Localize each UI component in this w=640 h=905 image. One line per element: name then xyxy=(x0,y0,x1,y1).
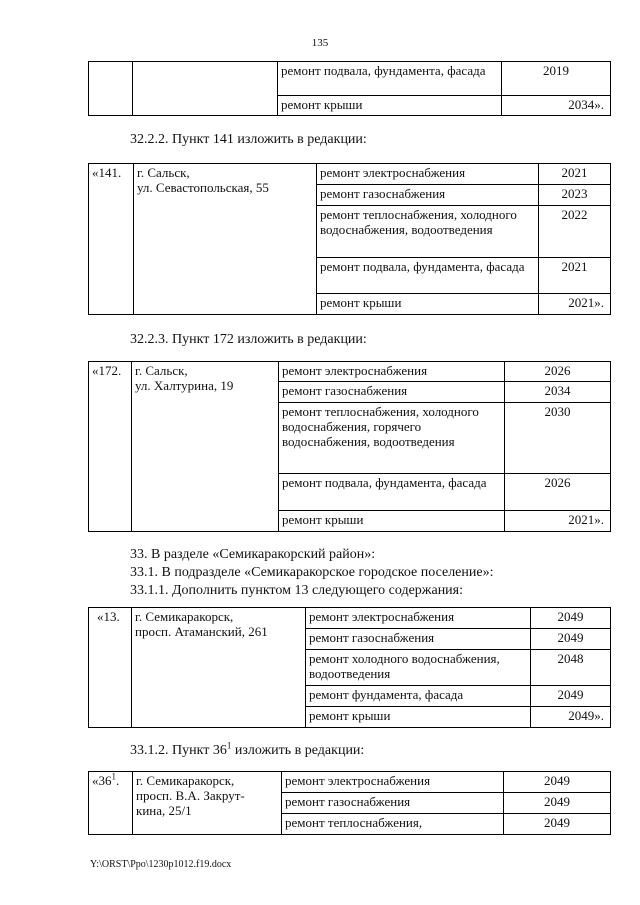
year-cell: 2022 xyxy=(539,206,611,258)
num-cell xyxy=(89,62,133,116)
work-cell: ремонт газоснабжения xyxy=(317,185,539,206)
year-cell: 2049 xyxy=(531,686,611,707)
paragraph-text: изложить в редакции: xyxy=(231,743,365,758)
address-line: просп. В.А. Закрут- xyxy=(136,788,245,803)
paragraph: 33.1. В подразделе «Семикаракорское городское поселение»: xyxy=(130,565,494,580)
year-cell: 2030 xyxy=(505,403,611,474)
paragraph: 32.2.3. Пункт 172 изложить в редакции: xyxy=(130,332,367,347)
work-cell: ремонт подвала, фундамента, фасада xyxy=(317,258,539,294)
table-row xyxy=(89,62,611,96)
year-cell: 2021 xyxy=(539,164,611,185)
work-cell: ремонт фундамента, фасада xyxy=(306,686,531,707)
work-cell: ремонт крыши xyxy=(317,294,539,315)
page-number: 135 xyxy=(311,37,329,49)
table-continuation xyxy=(88,61,611,116)
address-line: г. Сальск, xyxy=(135,363,188,378)
table-row xyxy=(89,772,611,793)
year-cell: 2048 xyxy=(531,650,611,686)
work-cell: ремонт электроснабжения xyxy=(306,608,531,629)
address-line: г. Семикаракорск, xyxy=(135,609,234,624)
year-cell: 2034 xyxy=(505,382,611,403)
address-cell xyxy=(133,772,282,835)
table-item-36-1 xyxy=(88,771,611,835)
table-item-141 xyxy=(88,163,611,315)
superscript: 1 xyxy=(111,771,116,782)
table-row xyxy=(89,164,611,185)
year-cell: 2049 xyxy=(531,608,611,629)
year-cell: 2034». xyxy=(502,96,611,116)
address-cell xyxy=(133,62,278,116)
item-number: «141. xyxy=(89,164,134,315)
year-cell: 2019 xyxy=(502,62,611,96)
paragraph: 33.1.1. Дополнить пунктом 13 следующего содержания: xyxy=(130,583,464,598)
year-cell: 2023 xyxy=(539,185,611,206)
table-item-172 xyxy=(88,361,611,532)
year-cell: 2049». xyxy=(531,707,611,728)
paragraph xyxy=(130,740,365,759)
work-cell: ремонт электроснабжения xyxy=(279,362,505,382)
work-cell: ремонт электроснабжения xyxy=(317,164,539,185)
work-cell: ремонт подвала, фундамента, фасада xyxy=(279,474,505,511)
address-line: ул. Севастопольская, 55 xyxy=(137,180,269,195)
address-cell xyxy=(134,164,317,315)
work-cell: ремонт газоснабжения xyxy=(282,793,504,814)
address-line: ул. Халтурина, 19 xyxy=(135,378,234,393)
year-cell: 2049 xyxy=(504,814,611,835)
address-line: кина, 25/1 xyxy=(136,803,192,818)
table-item-13 xyxy=(88,607,611,728)
work-cell: ремонт газоснабжения xyxy=(306,629,531,650)
item-number: «172. xyxy=(89,362,132,532)
file-path-footer: Y:\ORST\Ppo\1230p1012.f19.docx xyxy=(90,859,232,870)
table-row xyxy=(89,608,611,629)
work-cell: ремонт крыши xyxy=(279,511,505,532)
item-number xyxy=(89,772,133,835)
year-cell: 2049 xyxy=(531,629,611,650)
item-number: «13. xyxy=(89,608,132,728)
year-cell: 2026 xyxy=(505,474,611,511)
work-cell: ремонт теплоснабжения, xyxy=(282,814,504,835)
table-row xyxy=(89,362,611,382)
paragraph: 33. В разделе «Семикаракорский район»: xyxy=(130,547,376,562)
work-cell: ремонт теплоснабжения, холодного водоснабжения, водоотведения xyxy=(317,206,539,258)
work-cell: ремонт газоснабжения xyxy=(279,382,505,403)
address-cell xyxy=(132,608,306,728)
paragraph: 32.2.2. Пункт 141 изложить в редакции: xyxy=(130,132,367,147)
address-line: г. Сальск, xyxy=(137,165,190,180)
work-cell: ремонт крыши xyxy=(278,96,502,116)
work-cell: ремонт теплоснабжения, холодного водоснабжения, горячего водоснабжения, водоотведения xyxy=(279,403,505,474)
year-cell: 2049 xyxy=(504,772,611,793)
address-line: г. Семикаракорск, xyxy=(136,773,235,788)
year-cell: 2021 xyxy=(539,258,611,294)
work-cell: ремонт холодного водоснабжения, водоотведения xyxy=(306,650,531,686)
work-cell: ремонт крыши xyxy=(306,707,531,728)
year-cell: 2026 xyxy=(505,362,611,382)
work-cell: ремонт электроснабжения xyxy=(282,772,504,793)
address-line: просп. Атаманский, 261 xyxy=(135,624,268,639)
year-cell: 2021». xyxy=(505,511,611,532)
address-cell xyxy=(132,362,279,532)
year-cell: 2049 xyxy=(504,793,611,814)
item-number-text: . xyxy=(116,773,120,788)
item-number-text: «36 xyxy=(92,773,112,788)
superscript: 1 xyxy=(226,740,232,751)
work-cell: ремонт подвала, фундамента, фасада xyxy=(278,62,502,96)
paragraph-text: 33.1.2. Пункт 36 xyxy=(130,743,227,758)
year-cell: 2021». xyxy=(539,294,611,315)
